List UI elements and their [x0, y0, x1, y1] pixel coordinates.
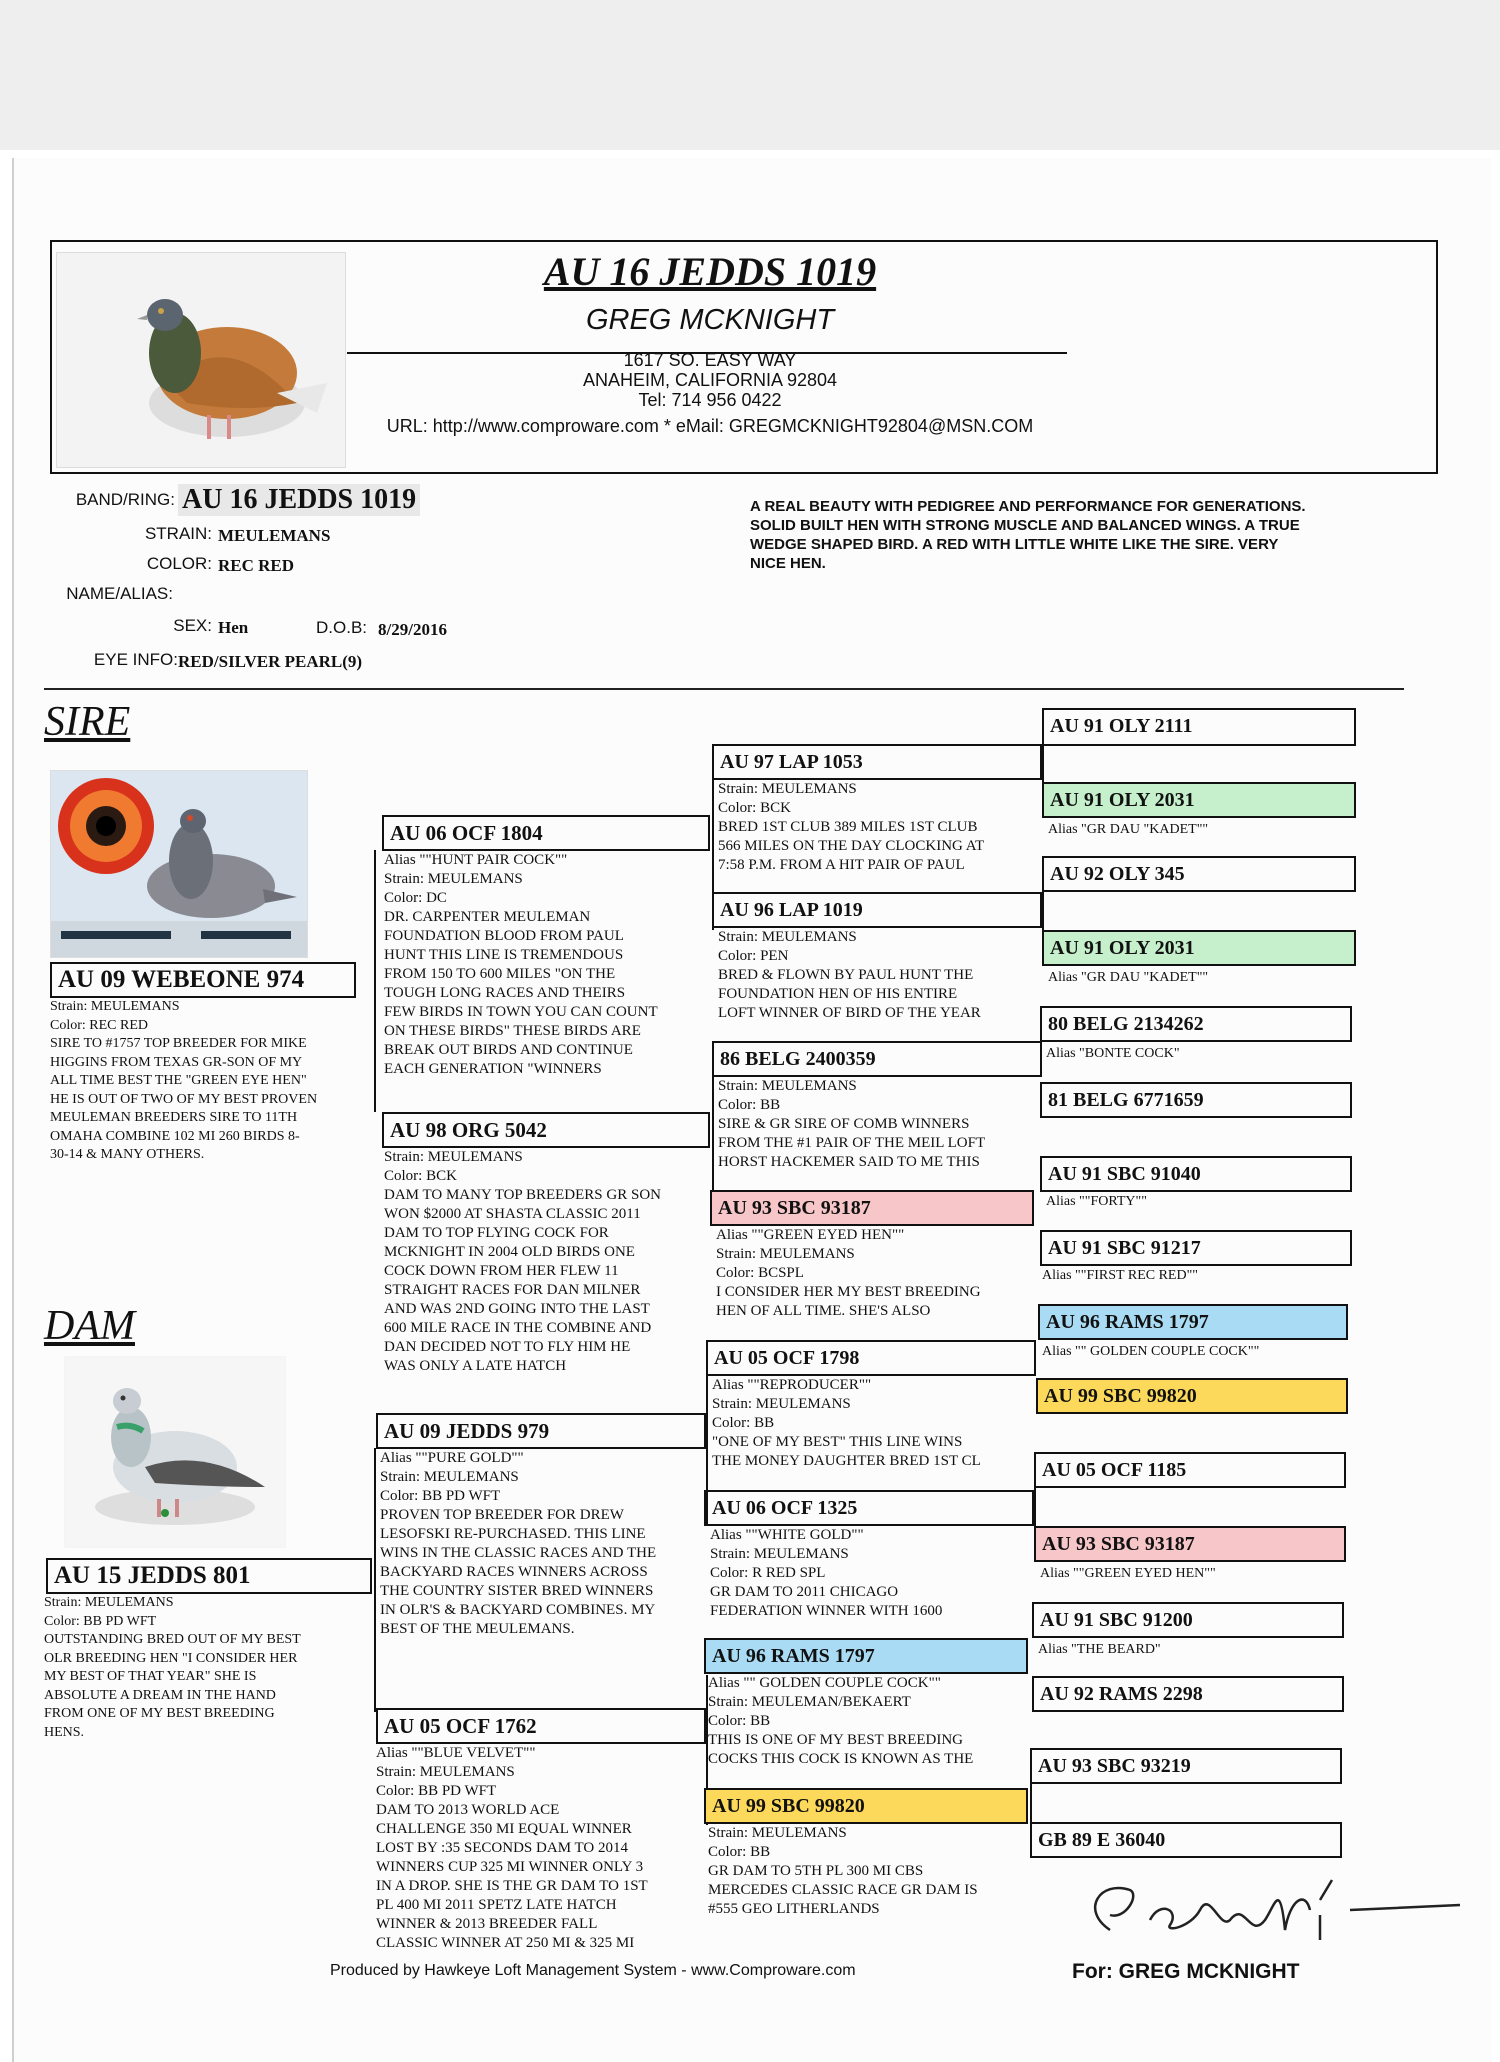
bracket-line [374, 1448, 376, 1712]
sire-sire-details: Alias ""HUNT PAIR COCK"" Strain: MEULEMANS Color: DC DR. CARPENTER MEULEMAN FOUNDATION BLOOD FROM PAUL HUNT THIS LINE IS TREMENDOUS FROM 150 TO 600 MILES "ON THE TOUGH LONG RACES AND THEIRS FEW BIRDS IN TOWN YOU CAN COUNT ON THESE BIRDS" THESE BIRDS ARE BREAK OUT BIRDS AND CONTINUE EACH GENERATION "WINNERS [384, 852, 658, 1077]
strain-label: STRAIN: [144, 524, 212, 543]
color-value: REC RED [218, 556, 295, 575]
sire-details: Strain: MEULEMANS Color: REC RED SIRE TO #1757 TOP BREEDER FOR MIKE HIGGINS FROM TEXAS GR-SON OF MY ALL TIME BEST THE "GREEN EYE HEN" HE IS OUT OF TWO OF MY BEST PROVEN MEULEMAN BREEDERS SIRE TO 11TH OMAHA COMBINE 102 MI 260 BIRDS 8- 30-14 & MANY OTHERS. [50, 999, 318, 1162]
ped-dd-dam-details: Strain: MEULEMANS Color: BB GR DAM TO 5TH PL 300 MI CBS MERCEDES CLASSIC RACE GR DAM IS #555 GEO LITHERLANDS [708, 1825, 978, 1917]
g4-5: 80 BELG 2134262 [1040, 1006, 1352, 1042]
g4-9: AU 96 RAMS 1797 [1038, 1304, 1348, 1340]
strain-value: MEULEMANS [218, 526, 331, 545]
g4-12: AU 93 SBC 93187 [1034, 1526, 1346, 1562]
ped-ds-dam-details: Alias ""WHITE GOLD"" Strain: MEULEMANS Color: R RED SPL GR DAM TO 2011 CHICAGO FEDERATION WINNER WITH 1600 [710, 1527, 943, 1619]
ped-ss-dam-details: Strain: MEULEMANS Color: PEN BRED & FLOWN BY PAUL HUNT THE FOUNDATION HEN OF HIS ENTIRE LOFT WINNER OF BIRD OF THE YEAR [718, 929, 981, 1021]
bracket-line [1042, 746, 1044, 784]
g4-8-alias: Alias ""FIRST REC RED"" [1042, 1268, 1199, 1283]
ped-dd-dam: AU 99 SBC 99820 [704, 1788, 1028, 1824]
telephone: Tel: 714 956 0422 [638, 390, 782, 410]
bracket-line [1042, 892, 1044, 930]
dam-dam-details: Alias ""BLUE VELVET"" Strain: MEULEMANS Color: BB PD WFT DAM TO 2013 WORLD ACE CHALLENGE 350 MI EQUAL WINNER LOST BY :35 SECONDS DAM TO 2014 WINNERS CUP 325 MI WINNER ONLY 3 IN A DROP. SHE IS THE GR DAM TO 1ST PL 400 MI 2011 SPETZ LATE HATCH WINNER & 2013 BREEDER FALL CLASSIC WINNER AT 250 MI & 325 MI [376, 1745, 648, 1951]
sire-photo [50, 770, 308, 958]
ped-ss-dam: AU 96 LAP 1019 [712, 892, 1042, 928]
g4-9-alias: Alias "" GOLDEN COUPLE COCK"" [1042, 1344, 1260, 1359]
ped-ss-sire-details: Strain: MEULEMANS Color: BCK BRED 1ST CLUB 389 MILES 1ST CLUB 566 MILES ON THE DAY CLOCKING AT 7:58 P.M. FROM A HIT PAIR OF PAUL [718, 781, 985, 873]
eye-value: RED/SILVER PEARL(9) [178, 652, 363, 671]
band-value: AU 16 JEDDS 1019 [178, 484, 420, 516]
ped-ds-sire: AU 05 OCF 1798 [706, 1340, 1036, 1376]
g4-7: AU 91 SBC 91040 [1040, 1156, 1352, 1192]
g4-5-alias: Alias "BONTE COCK" [1046, 1046, 1180, 1061]
g4-12-alias: Alias ""GREEN EYED HEN"" [1040, 1566, 1216, 1581]
g4-2: AU 91 OLY 2031 [1042, 782, 1356, 818]
sex-value: Hen [218, 618, 249, 637]
ped-dd-sire: AU 96 RAMS 1797 [704, 1638, 1028, 1674]
dam-photo [64, 1356, 286, 1548]
ped-sd-dam: AU 93 SBC 93187 [710, 1190, 1034, 1226]
sire-dam-band: AU 98 ORG 5042 [382, 1112, 710, 1148]
band-label: BAND/RING: [75, 490, 175, 509]
owner-name: GREG MCKNIGHT [585, 304, 835, 336]
g4-11: AU 05 OCF 1185 [1034, 1452, 1346, 1488]
g4-2-alias: Alias "GR DAU "KADET"" [1048, 822, 1209, 837]
owner-address [520, 350, 900, 410]
scan-top-edge [0, 0, 1500, 150]
contact-url: URL: http://www.comproware.com * eMail: GREGMCKNIGHT92804@MSN.COM [386, 416, 1034, 436]
bird-description: A REAL BEAUTY WITH PEDIGREE AND PERFORMANCE FOR GENERATIONS. SOLID BUILT HEN WITH STRONG MUSCLE AND BALANCED WINGS. A TRUE WEDGE SHAPED BIRD. A RED WITH LITTLE WHITE LIKE THE SIRE. VERY NICE HEN. [750, 498, 1306, 572]
g4-4: AU 91 OLY 2031 [1042, 930, 1356, 966]
g4-1: AU 91 OLY 2111 [1042, 708, 1356, 746]
signature [1070, 1870, 1470, 1960]
g4-10: AU 99 SBC 99820 [1036, 1378, 1348, 1414]
g4-6: 81 BELG 6771659 [1040, 1082, 1352, 1118]
sire-dam-details: Strain: MEULEMANS Color: BCK DAM TO MANY TOP BREEDERS GR SON WON $2000 AT SHASTA CLASSIC 2011 DAM TO TOP FLYING COCK FOR MCKNIGHT IN 2004 OLD BIRDS ONE COCK DOWN FROM HER FLEW 11 STRAIGHT RACES FOR DAN MILNER AND WAS 2ND GOING INTO THE LAST 600 MILE RACE IN THE COMBINE AND DAN DECIDED NOT TO FLY HIM HE WAS ONLY A LATE HATCH [384, 1149, 661, 1374]
g4-14: AU 92 RAMS 2298 [1032, 1676, 1344, 1712]
produced-by: Produced by Hawkeye Loft Management System - www.Comproware.com [330, 1962, 856, 1979]
dob-label: D.O.B: [316, 618, 368, 637]
sire-band: AU 09 WEBEONE 974 [50, 962, 356, 998]
dam-sire-details: Alias ""PURE GOLD"" Strain: MEULEMANS Color: BB PD WFT PROVEN TOP BREEDER FOR DREW LESOFSKI RE-PURCHASED. THIS LINE WINS IN THE CLASSIC RACES AND THE BACKYARD RACES WINNERS ACROSS THE COUNTRY SISTER BRED WINNERS IN OLR'S & BACKYARD COMBINES. MY BEST OF THE MEULEMANS. [380, 1450, 657, 1637]
bracket-line [1034, 1488, 1036, 1528]
g4-13-alias: Alias "THE BEARD" [1038, 1642, 1161, 1657]
ped-sd-sire-details: Strain: MEULEMANS Color: BB SIRE & GR SIRE OF COMB WINNERS FROM THE #1 PAIR OF THE MEIL LOFT HORST HACKEMER SAID TO ME THIS [718, 1078, 986, 1170]
ped-sd-dam-details: Alias ""GREEN EYED HEN"" Strain: MEULEMANS Color: BCSPL I CONSIDER HER MY BEST BREEDING HEN OF ALL TIME. SHE'S ALSO [716, 1227, 981, 1319]
g4-13: AU 91 SBC 91200 [1032, 1602, 1344, 1638]
page-title: AU 16 JEDDS 1019 [543, 249, 877, 294]
g4-16: GB 89 E 36040 [1030, 1822, 1342, 1858]
dam-heading: DAM [44, 1303, 135, 1349]
bird-photo [56, 252, 346, 468]
address-line-2: ANAHEIM, CALIFORNIA 92804 [582, 370, 838, 390]
color-label: COLOR: [146, 554, 212, 573]
address-line-1: 1617 SO. EASY WAY [623, 350, 797, 370]
sire-sire-band: AU 06 OCF 1804 [382, 815, 710, 851]
for-owner: For: GREG MCKNIGHT [1072, 1960, 1300, 1983]
ped-sd-sire: 86 BELG 2400359 [712, 1041, 1042, 1077]
sire-heading: SIRE [44, 699, 131, 745]
ped-dd-sire-details: Alias "" GOLDEN COUPLE COCK"" Strain: MEULEMAN/BEKAERT Color: BB THIS IS ONE OF MY BEST BREEDING COCKS THIS COCK IS KNOWN AS THE [708, 1675, 974, 1767]
dob-value: 8/29/2016 [378, 620, 447, 639]
g4-3: AU 92 OLY 345 [1042, 856, 1356, 892]
alias-label: NAME/ALIAS: [66, 584, 173, 603]
dam-band: AU 15 JEDDS 801 [46, 1558, 372, 1594]
ped-ds-dam: AU 06 OCF 1325 [704, 1490, 1034, 1526]
dam-dam-band: AU 05 OCF 1762 [376, 1708, 706, 1744]
sex-label: SEX: [173, 616, 212, 635]
ped-ds-sire-details: Alias ""REPRODUCER"" Strain: MEULEMANS Color: BB "ONE OF MY BEST" THIS LINE WINS THE MONEY DAUGHTER BRED 1ST CL [712, 1377, 981, 1469]
bracket-line [374, 850, 376, 1112]
section-divider [44, 688, 1404, 690]
bracket-line [1030, 1784, 1032, 1824]
ped-ss-sire: AU 97 LAP 1053 [712, 744, 1042, 780]
dam-sire-band: AU 09 JEDDS 979 [376, 1413, 706, 1449]
g4-4-alias: Alias "GR DAU "KADET"" [1048, 970, 1209, 985]
dam-details: Strain: MEULEMANS Color: BB PD WFT OUTSTANDING BRED OUT OF MY BEST OLR BREEDING HEN "I CONSIDER HER MY BEST OF THAT YEAR" SHE IS ABSOLUTE A DREAM IN THE HAND FROM ONE OF MY BEST BREEDING HENS. [44, 1595, 301, 1740]
eye-label: EYE INFO: [93, 650, 178, 669]
g4-8: AU 91 SBC 91217 [1040, 1230, 1352, 1266]
g4-7-alias: Alias ""FORTY"" [1046, 1194, 1147, 1209]
g4-15: AU 93 SBC 93219 [1030, 1748, 1342, 1784]
